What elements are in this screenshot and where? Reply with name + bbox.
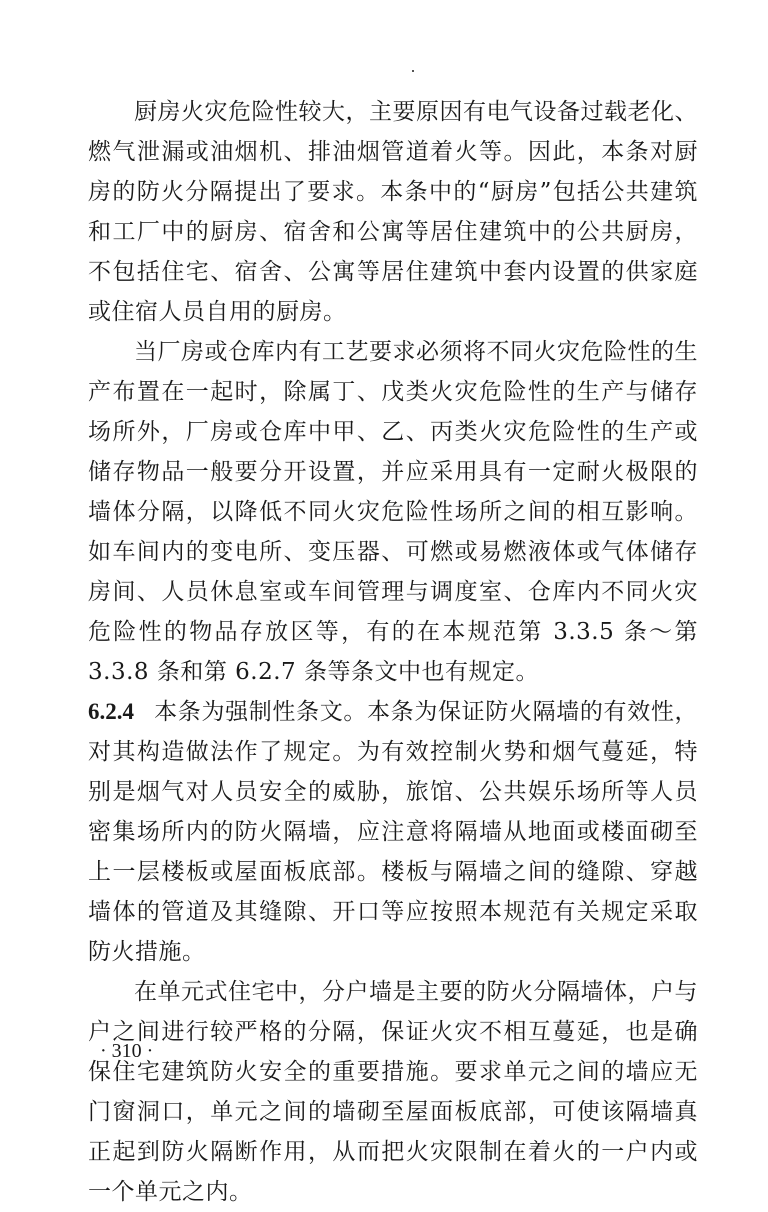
clause-number: 6.2.4 bbox=[88, 699, 134, 724]
page-number: · 310 · bbox=[100, 1040, 154, 1062]
clause-text: 本条为强制性条文。本条为保证防火隔墙的有效性，对其构造做法作了规定。为有效控制火势和烟气蔓延，特别是烟气对人员安全的威胁，旅馆、公共娱乐场所等人员密集场所内的防火隔墙，应注意将隔墙从地面或楼面砌至上一层楼板或屋面板底部。楼板与隔墙之间的缝隙、穿越墙体的管道及其缝隙、开口等应按照本规范有关规定采取防火措施。 bbox=[88, 699, 698, 965]
document-body bbox=[88, 92, 698, 1212]
paragraph-factory-warehouse-separation: 当厂房或仓库内有工艺要求必须将不同火灾危险性的生产布置在一起时，除属丁、戊类火灾危险性的生产与储存场所外，厂房或仓库中甲、乙、丙类火灾危险性的生产或储存物品一般要分开设置，并应采用具有一定耐火极限的墙体分隔，以降低不同火灾危险性场所之间的相互影响。如车间内的变电所、变压器、可燃或易燃液体或气体储存房间、人员休息室或车间管理与调度室、仓库内不同火灾危险性的物品存放区等，有的在本规范第 3.3.5 条～第 3.3.8 条和第 6.2.7 条等条文中也有规定。 bbox=[88, 339, 698, 685]
paragraph-clause-6-2-4 bbox=[88, 692, 698, 972]
paragraph-kitchen-fire-risk: 厨房火灾危险性较大，主要原因有电气设备过载老化、燃气泄漏或油烟机、排油烟管道着火等。因此，本条对厨房的防火分隔提出了要求。本条中的“厨房”包括公共建筑和工厂中的厨房、宿舍和公寓等居住建筑中的公共厨房，不包括住宅、宿舍、公寓等居住建筑中套内设置的供家庭或住宿人员自用的厨房。 bbox=[88, 99, 698, 325]
scan-speck bbox=[412, 70, 414, 72]
paragraph-unit-residential-walls: 在单元式住宅中，分户墙是主要的防火分隔墙体，户与户之间进行较严格的分隔，保证火灾不相互蔓延，也是确保住宅建筑防火安全的重要措施。要求单元之间的墙应无门窗洞口，单元之间的墙砌至屋面板底部，可使该隔墙真正起到防火隔断作用，从而把火灾限制在着火的一户内或一个单元之内。 bbox=[88, 979, 698, 1205]
